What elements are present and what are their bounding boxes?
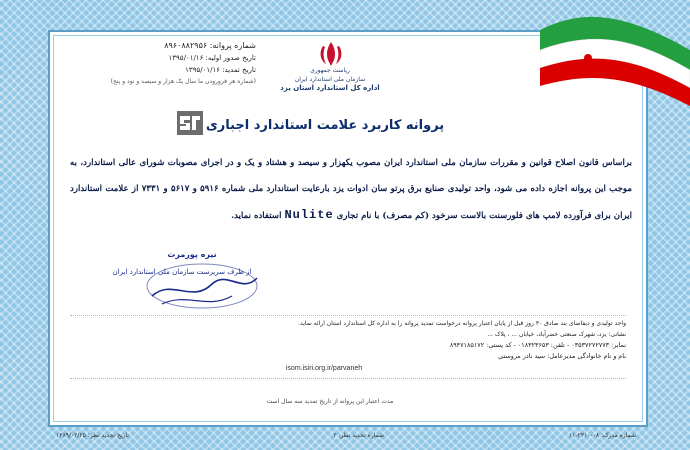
- signer-title: از طرف سرپرست سازمان ملی استاندارد ایران: [112, 268, 252, 276]
- body-part-2: استفاده نماید.: [231, 211, 282, 221]
- footer-revision: شماره تجدید نظر: ۲: [333, 432, 384, 439]
- org-line-1: ریاست جمهوری: [310, 67, 350, 74]
- footer-doc-number: شماره مدرک: ۰۸-۲۳۱۰-۱۱: [569, 432, 636, 439]
- document-footer: [48, 426, 644, 446]
- validity-note: مدت اعتبار این پروانه از تاریخ تمدید سه سال است: [266, 398, 394, 405]
- signer-name: نیره پورمرت: [167, 250, 217, 259]
- org-line-3: اداره کل استاندارد استان یزد: [280, 84, 380, 92]
- details-section: [70, 318, 626, 362]
- details-row-3: نمابر: ۰۳۵۳۷۲۷۲۷۷۳ - تلفن: ۰۱۸۳۲۳۶۵۳ - کد پستی: ۸۹۴۷۱۸۵۱۷۲: [449, 341, 626, 349]
- certificate-body: [70, 150, 632, 229]
- details-row-4: نام و نام خانوادگی مدیرعامل: سید نادر مروستی: [498, 352, 626, 360]
- website-link[interactable]: isom.isiri.org.ir/parvaneh: [285, 365, 363, 372]
- iran-emblem-icon: [316, 40, 346, 68]
- divider: [70, 378, 626, 379]
- license-number: شماره پروانه: ۸۹۶۰۸۸۲۹۵۶: [164, 41, 256, 50]
- body-part-1: براساس قانون اصلاح قوانین و مقررات سازمان ملی استاندارد ایران مصوب یکهزار و سیصد و هشتاد و یک و در اجرای مصوبات شورای عالی استاندارد، به موجب این پروانه اجازه داده می شود، واحد تولیدی صنایع برق پرتو سان ادوات یزد بارعایت استاندارد ملی شماره ۵۹۱۶ و ۵۶۱۷ و ۷۳۳۱ از علامت استاندارد ایران برای فرآورده لامپ های فلورسنت بالاست سرخود (کم مصرف) با نام تجاری: [70, 158, 632, 221]
- renewal-date: تاریخ تمدید: ۱۳۹۵/۰۱/۱۶: [185, 66, 256, 74]
- divider: [70, 315, 626, 316]
- footer-revision-date: تاریخ تجدید نظر: ۱۳۸۹/۰۲/۲۵: [56, 432, 129, 439]
- org-line-2: سازمان ملی استاندارد ایران: [294, 76, 366, 83]
- signature-stamp: [132, 256, 262, 316]
- details-row-2: نشانی: یزد، شهرک صنعتی خضرآباد، خیابان ... ، پلاک ...: [487, 331, 626, 338]
- details-row-1: واحد تولیدی و دیفاضای بند صادق ۳۰ روز قبل از پایان اعتبار پروانه درخواست تمدید پروانه را به اداره کل استاندارد استان ارائه نماید.: [298, 320, 626, 327]
- organization-header: [270, 66, 390, 93]
- certificate-title: پروانه کاربرد علامت استاندارد اجباری: [205, 118, 445, 133]
- signature-block: [92, 250, 272, 320]
- date-note: (شماره هر فرورودن ما سال یک هزار و سیصد و نود و پنج): [110, 78, 256, 85]
- brand-name: Nulite: [284, 208, 334, 222]
- iran-flag-ribbon: [540, 0, 690, 110]
- license-meta: [56, 40, 256, 88]
- issue-date: تاریخ صدور اولیه: ۱۳۹۵/۰۱/۱۶: [168, 54, 256, 62]
